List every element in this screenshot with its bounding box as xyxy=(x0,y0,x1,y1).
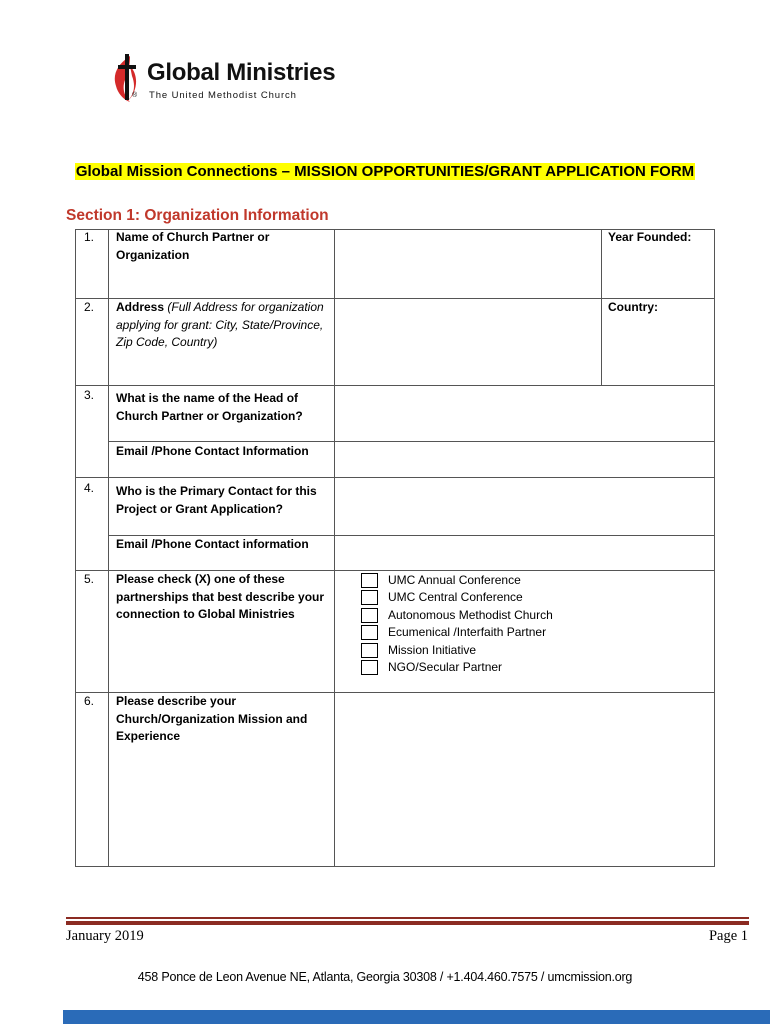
footer-blue-bar xyxy=(63,1010,770,1024)
row-4-number: 4. xyxy=(84,481,95,495)
org-name-label: Name of Church Partner or Organization xyxy=(116,230,270,262)
checkbox[interactable] xyxy=(361,625,378,640)
primary-contact-info-field[interactable] xyxy=(335,536,714,570)
row-1-number: 1. xyxy=(84,230,95,244)
partnership-option-label: UMC Annual Conference xyxy=(388,573,521,587)
footer-rule-top xyxy=(66,917,749,919)
head-contact-field[interactable] xyxy=(335,442,714,477)
row-6-number: 6. xyxy=(84,694,95,708)
registered-mark: ® xyxy=(132,92,138,99)
mission-description-label: Please describe your Church/Organization Mission and Experience xyxy=(116,694,308,743)
section-title: Section 1: Organization Information xyxy=(66,207,329,224)
org-name-field[interactable] xyxy=(335,230,601,298)
logo-title: Global Ministries xyxy=(147,59,336,86)
footer-address: 458 Ponce de Leon Avenue NE, Atlanta, Georgia 30308 / +1.404.460.7575 / umcmission.org xyxy=(137,970,633,984)
partnership-option-label: NGO/Secular Partner xyxy=(388,659,503,674)
footer-page-number: Page 1 xyxy=(708,928,748,944)
partnership-option-label: Ecumenical /Interfaith Partner xyxy=(388,625,547,640)
global-ministries-logo xyxy=(110,52,336,104)
mission-description-field[interactable] xyxy=(335,693,714,866)
checkbox[interactable] xyxy=(361,590,378,605)
row-2-number: 2. xyxy=(84,300,95,314)
address-label-bold: Address xyxy=(116,300,165,314)
cross-and-flame-icon xyxy=(110,52,144,104)
primary-contact-info-label: Email /Phone Contact information xyxy=(116,537,309,551)
partnership-label: Please check (X) one of these partnerships that best describe your connection to Global Ministries xyxy=(116,572,325,621)
head-name-label: What is the name of the Head of Church Partner or Organization? xyxy=(116,391,303,423)
form-title xyxy=(0,163,770,180)
partnership-option-label: UMC Central Conference xyxy=(388,590,523,605)
primary-contact-label: Who is the Primary Contact for this Project or Grant Application? xyxy=(116,484,317,516)
row-5-number: 5. xyxy=(84,572,95,586)
head-contact-label: Email /Phone Contact Information xyxy=(116,444,309,458)
partnership-option-label: Mission Initiative xyxy=(388,642,477,657)
footer-date: January 2019 xyxy=(66,928,144,944)
address-field[interactable] xyxy=(335,299,601,385)
checkbox[interactable] xyxy=(361,608,378,623)
footer-rule-bottom xyxy=(66,921,749,925)
head-name-field[interactable] xyxy=(335,386,714,441)
checkbox[interactable] xyxy=(361,643,378,658)
address-label-note: (Full Address for organization applying for grant: City, State/Province, Zip Code, Country) xyxy=(116,300,324,349)
partnership-option-label: Autonomous Methodist Church xyxy=(388,607,553,622)
checkbox[interactable] xyxy=(361,660,378,675)
form-title-text: Global Mission Connections – MISSION OPPORTUNITIES/GRANT APPLICATION FORM xyxy=(75,163,695,180)
row-3-number: 3. xyxy=(84,388,95,402)
country-label: Country: xyxy=(608,300,658,314)
year-founded-label: Year Founded: xyxy=(608,230,692,244)
checkbox[interactable] xyxy=(361,573,378,588)
logo-subtitle: The United Methodist Church xyxy=(149,90,297,101)
primary-contact-field[interactable] xyxy=(335,478,714,534)
address-label xyxy=(116,299,338,352)
